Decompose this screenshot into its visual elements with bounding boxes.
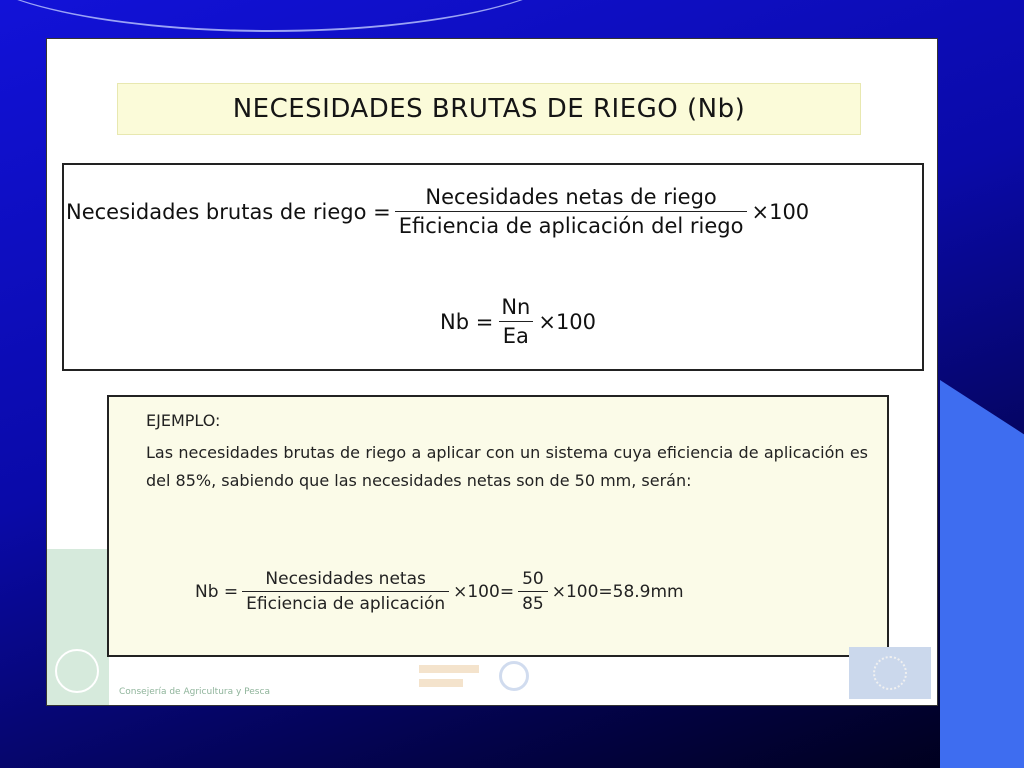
formula-short xyxy=(440,295,596,348)
example-calc-times-1: ×100= xyxy=(453,581,515,602)
example-calc-num2: 50 xyxy=(522,569,544,589)
formula-short-numerator: Nn xyxy=(501,295,531,319)
formula-short-lhs: Nb = xyxy=(440,309,494,334)
example-calc-times-2: ×100= xyxy=(551,581,613,602)
example-calc-denominator: Eficiencia de aplicación xyxy=(242,591,449,614)
example-calc-lhs: Nb = xyxy=(195,581,239,602)
example-box xyxy=(107,395,889,657)
formula-full-lhs: Necesidades brutas de riego = xyxy=(66,199,391,224)
example-calculation xyxy=(195,569,684,614)
example-calc-fraction-2 xyxy=(518,569,548,614)
slide xyxy=(46,38,938,706)
formula-full-denominator: Eficiencia de aplicación del riego xyxy=(395,211,748,238)
example-calc-fraction-1 xyxy=(242,569,449,614)
formula-short-fraction xyxy=(497,295,534,348)
example-calc-numerator: Necesidades netas xyxy=(265,569,426,589)
formula-box xyxy=(62,163,924,371)
example-calc-den2: 85 xyxy=(518,591,548,614)
wave-icon xyxy=(499,661,529,691)
decorative-side-shape xyxy=(940,380,1024,768)
eu-stars-icon xyxy=(873,656,907,690)
formula-short-denominator: Ea xyxy=(499,321,533,348)
junta-seal-icon xyxy=(55,649,99,693)
watermark-logo xyxy=(419,661,579,695)
formula-short-multiplier: ×100 xyxy=(538,309,597,334)
formula-full-fraction xyxy=(395,185,748,238)
eu-flag-icon xyxy=(849,647,931,699)
title-bar xyxy=(117,83,861,135)
formula-full-multiplier: ×100 xyxy=(751,199,810,224)
formula-full-numerator: Necesidades netas de riego xyxy=(425,185,717,209)
decorative-arc xyxy=(0,0,580,32)
junta-logo-panel xyxy=(47,549,109,706)
example-text: Las necesidades brutas de riego a aplicar con un sistema cuya eficiencia de aplicación es del 85%, sabiendo que las necesidades netas son de 50 mm, serán: xyxy=(146,443,868,490)
footer-org-text: Consejería de Agricultura y Pesca xyxy=(119,687,270,697)
page-title: NECESIDADES BRUTAS DE RIEGO (Nb) xyxy=(232,94,746,124)
example-calc-result: 58.9mm xyxy=(612,581,684,602)
formula-full xyxy=(66,185,809,238)
example-heading: EJEMPLO: xyxy=(146,411,221,430)
